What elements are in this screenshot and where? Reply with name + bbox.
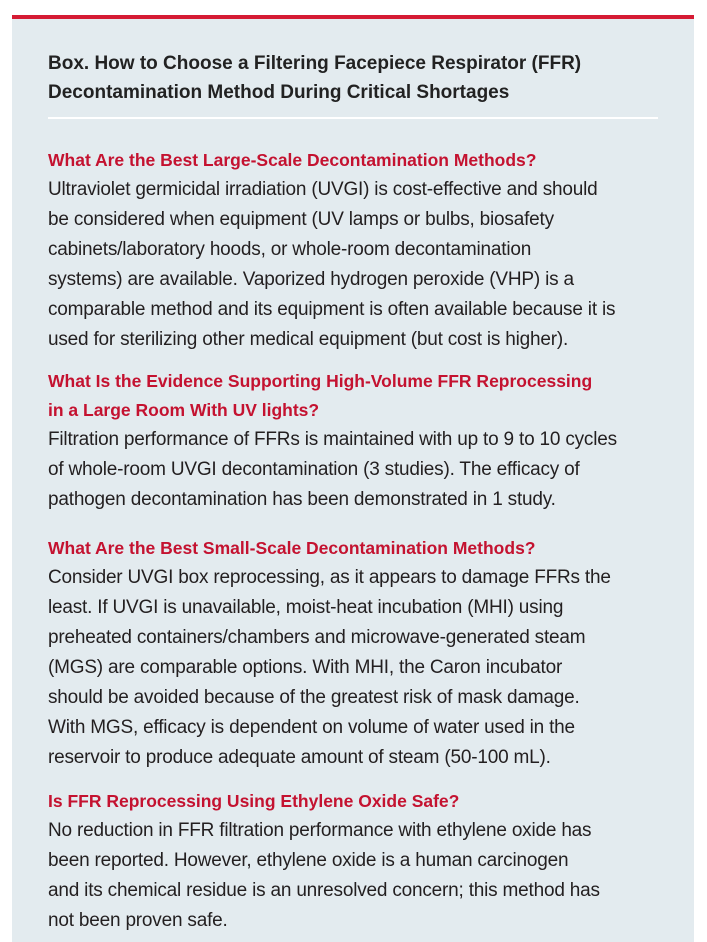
section-body: [48, 563, 673, 773]
section-body: [48, 816, 673, 936]
section-heading-line: in a Large Room With UV lights?: [48, 400, 320, 420]
section-body-line: should be avoided because of the greatest risk of mask damage.: [48, 687, 580, 708]
section-body-line: (MGS) are comparable options. With MHI, the Caron incubator: [48, 657, 563, 678]
section-body-line: Filtration performance of FFRs is maintained with up to 9 to 10 cycles: [48, 429, 617, 450]
section-heading-line: What Are the Best Small-Scale Decontamination Methods?: [48, 538, 536, 558]
section-small-scale-methods: [48, 534, 673, 773]
section-body-line: comparable method and its equipment is often available because it is: [48, 299, 616, 320]
section-heading: [48, 787, 673, 816]
section-body-line: and its chemical residue is an unresolved concern; this method has: [48, 880, 600, 901]
box-title: [48, 49, 668, 107]
section-heading: [48, 534, 673, 563]
section-body-line: reservoir to produce adequate amount of steam (50-100 mL).: [48, 747, 551, 768]
section-body: [48, 425, 673, 515]
section-body-line: Ultraviolet germicidal irradiation (UVGI) is cost-effective and should: [48, 179, 598, 200]
box-title-line: Box. How to Choose a Filtering Facepiece Respirator (FFR): [48, 53, 582, 74]
section-body-line: not been proven safe.: [48, 910, 228, 931]
section-body-line: preheated containers/chambers and microwave-generated steam: [48, 627, 586, 648]
section-heading: [48, 367, 673, 425]
section-heading-line: What Is the Evidence Supporting High-Volume FFR Reprocessing: [48, 371, 593, 391]
section-heading-line: What Are the Best Large-Scale Decontamination Methods?: [48, 150, 537, 170]
section-body-line: least. If UVGI is unavailable, moist-heat incubation (MHI) using: [48, 597, 564, 618]
title-divider: [48, 117, 658, 119]
section-body-line: No reduction in FFR filtration performance with ethylene oxide has: [48, 820, 592, 841]
section-large-scale-methods: [48, 146, 673, 355]
section-ethylene-oxide: [48, 787, 673, 936]
section-body-line: been reported. However, ethylene oxide is a human carcinogen: [48, 850, 569, 871]
section-body-line: cabinets/laboratory hoods, or whole-room decontamination: [48, 239, 532, 260]
box-title-line: Decontamination Method During Critical Shortages: [48, 82, 510, 103]
section-body-line: systems) are available. Vaporized hydrogen peroxide (VHP) is a: [48, 269, 574, 290]
section-body: [48, 175, 673, 355]
section-high-volume-evidence: [48, 367, 673, 515]
section-body-line: Consider UVGI box reprocessing, as it appears to damage FFRs the: [48, 567, 611, 588]
section-body-line: be considered when equipment (UV lamps or bulbs, biosafety: [48, 209, 554, 230]
section-heading-line: Is FFR Reprocessing Using Ethylene Oxide Safe?: [48, 791, 460, 811]
section-body-line: pathogen decontamination has been demonstrated in 1 study.: [48, 489, 556, 510]
section-body-line: With MGS, efficacy is dependent on volume of water used in the: [48, 717, 575, 738]
section-body-line: of whole-room UVGI decontamination (3 studies). The efficacy of: [48, 459, 580, 480]
section-body-line: used for sterilizing other medical equipment (but cost is higher).: [48, 329, 569, 350]
section-heading: [48, 146, 673, 175]
info-box: [12, 15, 694, 942]
